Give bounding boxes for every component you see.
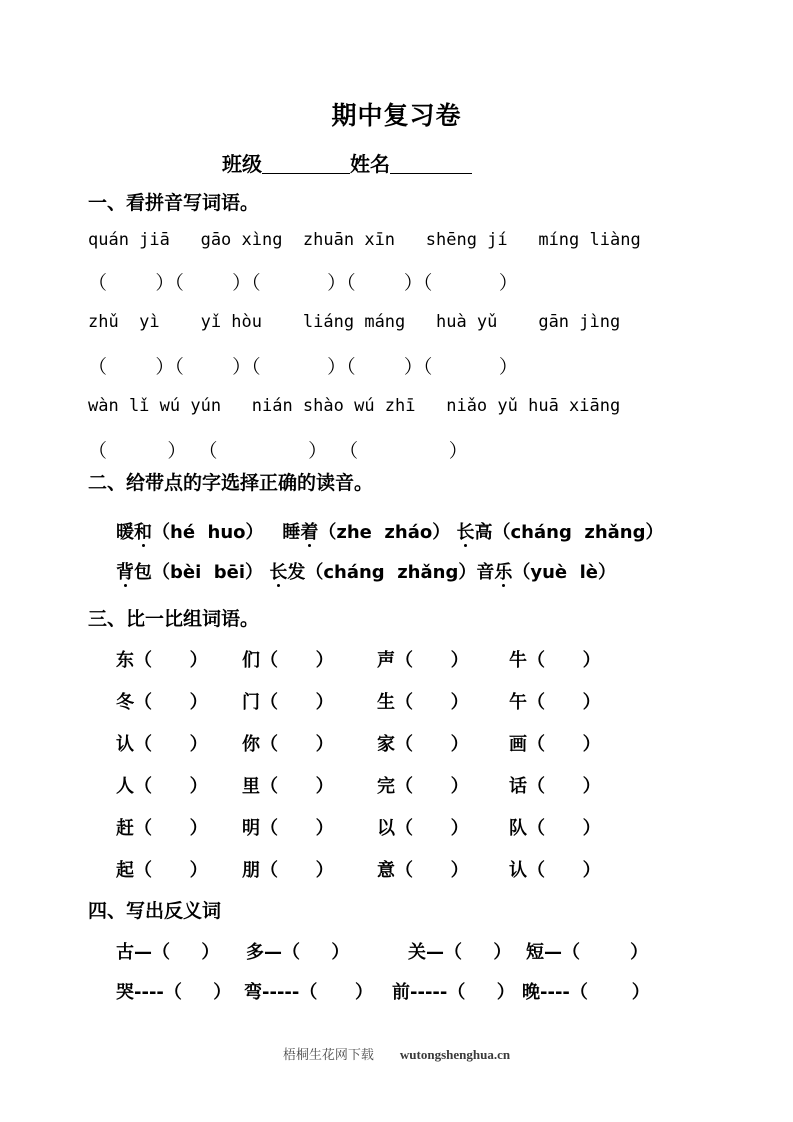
- compare-char: 认: [116, 734, 134, 755]
- compare-answer-bracket[interactable]: （ ）: [527, 734, 601, 755]
- dotted-char-yue: 乐: [494, 558, 512, 584]
- compare-char: 意: [377, 860, 395, 881]
- compare-char: 午: [509, 692, 527, 713]
- pinyin-row-3: wàn lǐ wú yún nián shào wú zhī niǎo yǔ huā xiāng: [88, 396, 621, 416]
- compare-cell[interactable]: [116, 730, 242, 756]
- antonym-answer-bracket[interactable]: （ ）: [163, 982, 232, 1003]
- compare-row-4: [116, 772, 716, 798]
- compare-char: 生: [377, 692, 395, 713]
- dotted-char-chang: 长: [457, 518, 475, 544]
- char-shui: 睡: [282, 522, 301, 543]
- compare-answer-bracket[interactable]: （ ）: [260, 776, 334, 797]
- compare-char: 队: [509, 818, 527, 839]
- compare-char: 你: [242, 734, 260, 755]
- compare-char: 东: [116, 650, 134, 671]
- options-changfa[interactable]: （cháng zhǎng）: [305, 562, 477, 583]
- compare-char: 们: [242, 650, 260, 671]
- compare-cell[interactable]: [509, 646, 639, 672]
- antonym-prompt-char: 前: [392, 982, 410, 1003]
- pronunciation-line-2: [116, 558, 616, 584]
- antonym-item[interactable]: [116, 938, 246, 964]
- pinyin-row-1: quán jiā gāo xìng zhuān xīn shēng jí míng liàng: [88, 230, 641, 250]
- compare-cell[interactable]: [116, 856, 242, 882]
- antonym-prompt-char: 古: [116, 942, 134, 963]
- compare-answer-bracket[interactable]: （ ）: [527, 776, 601, 797]
- footer-watermark: [0, 1044, 793, 1063]
- antonym-item[interactable]: [246, 938, 408, 964]
- compare-cell[interactable]: [509, 772, 639, 798]
- compare-answer-bracket[interactable]: （ ）: [527, 650, 601, 671]
- compare-cell[interactable]: [509, 814, 639, 840]
- compare-cell[interactable]: [377, 646, 509, 672]
- section-3-heading: 三、比一比组词语。: [88, 608, 260, 630]
- compare-answer-bracket[interactable]: （ ）: [134, 776, 208, 797]
- antonym-answer-bracket[interactable]: （ ）: [569, 982, 650, 1003]
- compare-answer-bracket[interactable]: （ ）: [134, 860, 208, 881]
- compare-answer-bracket[interactable]: （ ）: [527, 860, 601, 881]
- compare-cell[interactable]: [377, 814, 509, 840]
- antonym-dash: —: [134, 942, 152, 963]
- answer-bracket-row-3[interactable]: （ ） （ ） （ ）: [88, 440, 468, 462]
- section-1-heading: 一、看拼音写词语。: [88, 192, 260, 214]
- antonym-dash: -----: [262, 982, 300, 1003]
- pinyin-row-2: zhǔ yì yǐ hòu liáng máng huà yǔ gān jìng: [88, 312, 621, 332]
- compare-char: 画: [509, 734, 527, 755]
- compare-char: 冬: [116, 692, 134, 713]
- options-beibao[interactable]: （bèi bēi）: [152, 562, 264, 583]
- compare-cell[interactable]: [377, 688, 509, 714]
- compare-answer-bracket[interactable]: （ ）: [260, 650, 334, 671]
- antonym-prompt-char: 弯: [244, 982, 262, 1003]
- compare-row-2: [116, 688, 716, 714]
- compare-row-5: [116, 814, 716, 840]
- antonym-dash: ----: [134, 982, 164, 1003]
- compare-char: 完: [377, 776, 395, 797]
- char-bao: 包: [134, 562, 152, 583]
- footer-site: wutongshenghua.cn: [399, 1047, 511, 1062]
- compare-cell[interactable]: [509, 730, 639, 756]
- compare-answer-bracket[interactable]: （ ）: [395, 818, 469, 839]
- antonym-dash: ----: [540, 982, 570, 1003]
- compare-cell[interactable]: [242, 772, 377, 798]
- antonym-dash: —: [426, 942, 444, 963]
- class-blank-field[interactable]: [262, 154, 350, 174]
- compare-char: 朋: [242, 860, 260, 881]
- compare-char: 牛: [509, 650, 527, 671]
- antonym-item[interactable]: [244, 978, 392, 1004]
- answer-bracket-row-2[interactable]: （ ）（ ）（ ）（ ）（ ）: [88, 356, 518, 378]
- antonym-prompt-char: 短: [526, 942, 544, 963]
- antonym-answer-bracket[interactable]: （ ）: [447, 982, 515, 1003]
- compare-answer-bracket[interactable]: （ ）: [134, 818, 208, 839]
- options-changgao[interactable]: （cháng zhǎng）: [492, 522, 664, 543]
- compare-answer-bracket[interactable]: （ ）: [134, 692, 208, 713]
- antonym-prompt-char: 多: [246, 942, 264, 963]
- compare-answer-bracket[interactable]: （ ）: [527, 692, 601, 713]
- dotted-char-he: 和: [134, 518, 152, 544]
- options-yinyue[interactable]: （yuè lè）: [512, 562, 617, 583]
- antonym-row-2: [116, 978, 716, 1004]
- options-shuizhe[interactable]: （zhe zháo）: [318, 522, 451, 543]
- pronunciation-line-1: [116, 518, 664, 544]
- antonym-answer-bracket[interactable]: （ ）: [299, 982, 373, 1003]
- compare-char: 话: [509, 776, 527, 797]
- compare-char: 起: [116, 860, 134, 881]
- antonym-item[interactable]: [526, 938, 648, 964]
- name-blank-field[interactable]: [390, 154, 472, 174]
- compare-answer-bracket[interactable]: （ ）: [134, 650, 208, 671]
- compare-cell[interactable]: [116, 646, 242, 672]
- compare-cell[interactable]: [377, 856, 509, 882]
- compare-answer-bracket[interactable]: （ ）: [395, 776, 469, 797]
- compare-char: 声: [377, 650, 395, 671]
- compare-cell[interactable]: [377, 730, 509, 756]
- compare-char: 认: [509, 860, 527, 881]
- antonym-row-1: [116, 938, 716, 964]
- compare-answer-bracket[interactable]: （ ）: [395, 734, 469, 755]
- compare-char: 家: [377, 734, 395, 755]
- antonym-item[interactable]: [522, 978, 650, 1004]
- compare-row-3: [116, 730, 716, 756]
- compare-cell[interactable]: [242, 730, 377, 756]
- antonym-item[interactable]: [408, 938, 526, 964]
- name-label: 姓名: [350, 152, 390, 176]
- section-2-heading: 二、给带点的字选择正确的读音。: [88, 472, 374, 494]
- antonym-prompt-char: 关: [408, 942, 426, 963]
- antonym-answer-bracket[interactable]: （ ）: [152, 942, 220, 963]
- char-fa: 发: [287, 562, 306, 583]
- compare-answer-bracket[interactable]: （ ）: [260, 692, 334, 713]
- dotted-char-bei: 背: [116, 558, 134, 584]
- char-nuan: 暖: [116, 522, 134, 543]
- compare-answer-bracket[interactable]: （ ）: [260, 818, 334, 839]
- compare-answer-bracket[interactable]: （ ）: [134, 734, 208, 755]
- compare-answer-bracket[interactable]: （ ）: [527, 818, 601, 839]
- compare-char: 赶: [116, 818, 134, 839]
- antonym-item[interactable]: [392, 978, 522, 1004]
- compare-cell[interactable]: [116, 814, 242, 840]
- compare-char: 明: [242, 818, 260, 839]
- char-gao: 高: [474, 522, 493, 543]
- student-info-line: [222, 148, 472, 177]
- char-yin: 音: [476, 562, 495, 583]
- antonym-prompt-char: 晚: [522, 982, 540, 1003]
- class-label: 班级: [222, 152, 262, 176]
- compare-answer-bracket[interactable]: （ ）: [395, 860, 469, 881]
- page-title: 期中复习卷: [331, 101, 462, 130]
- compare-answer-bracket[interactable]: （ ）: [260, 734, 334, 755]
- compare-row-1: [116, 646, 716, 672]
- section-4-heading: 四、写出反义词: [88, 900, 222, 922]
- antonym-answer-bracket[interactable]: （ ）: [562, 942, 649, 963]
- antonym-item[interactable]: [116, 978, 244, 1004]
- footer-source: 梧桐生花网下载: [282, 1047, 374, 1062]
- options-nuanhe[interactable]: （hé huo）: [152, 522, 264, 543]
- compare-answer-bracket[interactable]: （ ）: [260, 860, 334, 881]
- compare-row-6: [116, 856, 716, 882]
- compare-cell[interactable]: [116, 772, 242, 798]
- compare-cell[interactable]: [242, 814, 377, 840]
- compare-char: 以: [377, 818, 395, 839]
- antonym-dash: —: [264, 942, 282, 963]
- compare-cell[interactable]: [116, 688, 242, 714]
- antonym-prompt-char: 哭: [116, 982, 134, 1003]
- answer-bracket-row-1[interactable]: （ ）（ ）（ ）（ ）（ ）: [88, 272, 518, 294]
- compare-char: 人: [116, 776, 134, 797]
- compare-cell[interactable]: [509, 688, 639, 714]
- compare-answer-bracket[interactable]: （ ）: [395, 650, 469, 671]
- antonym-dash: —: [544, 942, 562, 963]
- antonym-answer-bracket[interactable]: （ ）: [444, 942, 512, 963]
- compare-answer-bracket[interactable]: （ ）: [395, 692, 469, 713]
- dotted-char-chang-2: 长: [269, 558, 287, 584]
- compare-cell[interactable]: [242, 688, 377, 714]
- antonym-dash: -----: [410, 982, 448, 1003]
- compare-cell[interactable]: [509, 856, 639, 882]
- dotted-char-zhe: 着: [300, 518, 318, 544]
- compare-cell[interactable]: [377, 772, 509, 798]
- compare-char: 里: [242, 776, 260, 797]
- compare-cell[interactable]: [242, 646, 377, 672]
- compare-cell[interactable]: [242, 856, 377, 882]
- antonym-answer-bracket[interactable]: （ ）: [282, 942, 350, 963]
- compare-char: 门: [242, 692, 260, 713]
